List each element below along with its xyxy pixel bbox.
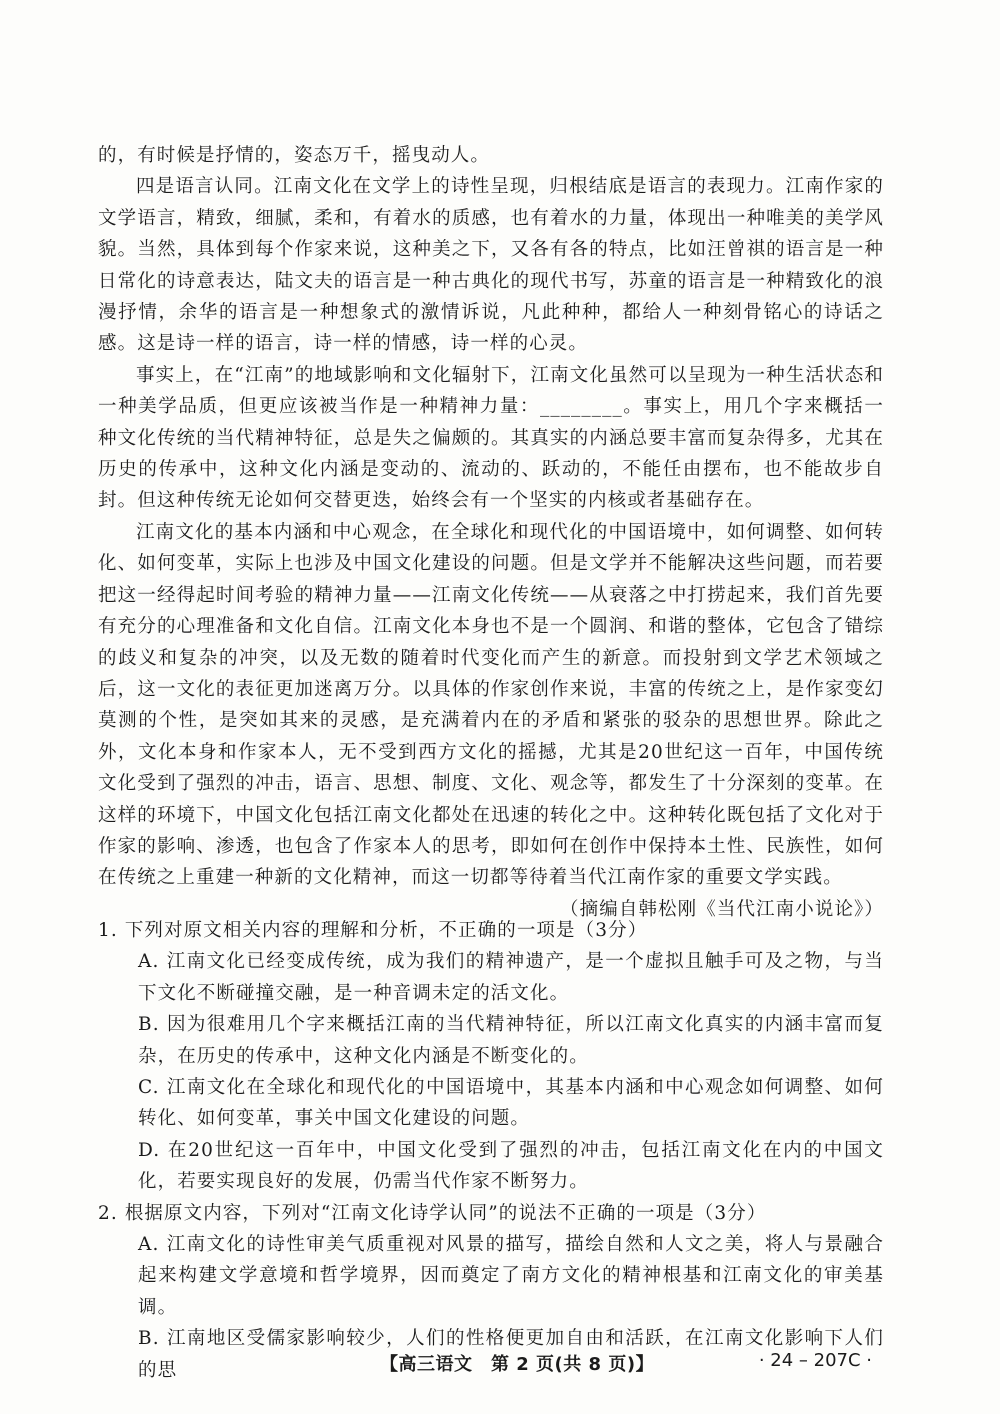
reading-passage	[98, 140, 884, 925]
question-1-option-c: C. 江南文化在全球化和现代化的中国语境中，其基本内涵和中心观念如何调整、如何转化、如何变革，事关中国文化建设的问题。	[138, 1077, 884, 1130]
question-1-option-d: D. 在20世纪这一百年中，中国文化受到了强烈的冲击，包括江南文化在内的中国文化，若要实现良好的发展，仍需当代作家不断努力。	[138, 1139, 884, 1193]
question-section	[98, 915, 884, 1386]
question-2-option-b: B. 江南地区受儒家影响较少，人们的性格便更加自由和活跃，在江南文化影响下人们的思	[138, 1328, 884, 1381]
passage-paragraph-spiritual-force: 事实上，在“江南”的地域影响和文化辐射下，江南文化虽然可以呈现为一种生活状态和一种美学品质，但更应该被当作是一种精神力量：________。事实上，用几个字来概括一种文化传统的当代精神特征，总是失之偏颇的。其真实的内涵总要丰富而复杂得多，尤其在历史的传承中，这种文化内涵是变动的、流动的、跃动的，不能任由摆布，也不能故步自封。但这种传统无论如何交替更迭，始终会有一个坚实的内核或者基础存在。	[98, 364, 884, 512]
passage-paragraph-language-identity: 四是语言认同。江南文化在文学上的诗性呈现，归根结底是语言的表现力。江南作家的文学语言，精致，细腻，柔和，有着水的质感，也有着水的力量，体现出一种唯美的美学风貌。当然，具体到每个作家来说，这种美之下，又各有各的特点，比如汪曾祺的语言是一种日常化的诗意表达，陆文夫的语言是一种古典化的现代书写，苏童的语言是一种精致化的浪漫抒情，余华的语言是一种想象式的激情诉说，凡此种种，都给人一种刻骨铭心的诗话之感。这是诗一样的语言，诗一样的情感，诗一样的心灵。	[98, 176, 884, 355]
question-1-option-a: A. 江南文化已经变成传统，成为我们的精神遗产，是一个虚拟且触手可及之物，与当下文化不断碰撞交融，是一种音调未定的活文化。	[138, 951, 884, 1004]
question-2-stem: 2. 根据原文内容，下列对“江南文化诗学认同”的说法不正确的一项是（3分）	[98, 1202, 767, 1224]
footer-page-info: 【高三语文 第 2 页(共 8 页)】	[380, 1354, 655, 1375]
question-2-option-a: A. 江南文化的诗性审美气质重视对风景的描写，描绘自然和人文之美，将人与景融合起来构建文学意境和哲学境界，因而奠定了南方文化的精神根基和江南文化的审美基调。	[138, 1234, 884, 1318]
page-footer	[0, 1350, 1000, 1380]
question-1-option-b: B. 因为很难用几个字来概括江南的当代精神特征，所以江南文化真实的内涵丰富而复杂，在历史的传承中，这种文化内涵是不断变化的。	[138, 1014, 884, 1067]
question-1-stem: 1. 下列对原文相关内容的理解和分析，不正确的一项是（3分）	[98, 920, 648, 941]
passage-paragraph-continuation: 的，有时候是抒情的，姿态万千，摇曳动人。	[98, 145, 491, 166]
passage-source: （摘编自韩松刚《当代江南小说论》）	[560, 898, 884, 920]
footer-exam-code: · 24 – 207C ·	[758, 1350, 872, 1371]
passage-paragraph-core-concepts: 江南文化的基本内涵和中心观念，在全球化和现代化的中国语境中，如何调整、如何转化、如何变革，实际上也涉及中国文化建设的问题。但是文学并不能解决这些问题，而若要把这一经得起时间考验的精神力量——江南文化传统——从衰落之中打捞起来，我们首先要有充分的心理准备和文化自信。江南文化本身也不是一个圆润、和谐的整体，它包含了错综的歧义和复杂的冲突，以及无数的随着时代变化而产生的新意。而投射到文学艺术领域之后，这一文化的表征更加迷离万分。以具体的作家创作来说，丰富的传统之上，是作家变幻莫测的个性，是突如其来的灵感，是充满着内在的矛盾和紧张的驳杂的思想世界。除此之外，文化本身和作家本人，无不受到西方文化的摇撼，尤其是20世纪这一百年，中国传统文化受到了强烈的冲击，语言、思想、制度、文化、观念等，都发生了十分深刻的变革。在这样的环境下，中国文化包括江南文化都处在迅速的转化之中。这种转化既包括了文化对于作家的影响、渗透，也包含了作家本人的思考，即如何在创作中保持本土性、民族性，如何在传统之上重建一种新的文化精神，而这一切都等待着当代江南作家的重要文学实践。	[98, 521, 884, 889]
